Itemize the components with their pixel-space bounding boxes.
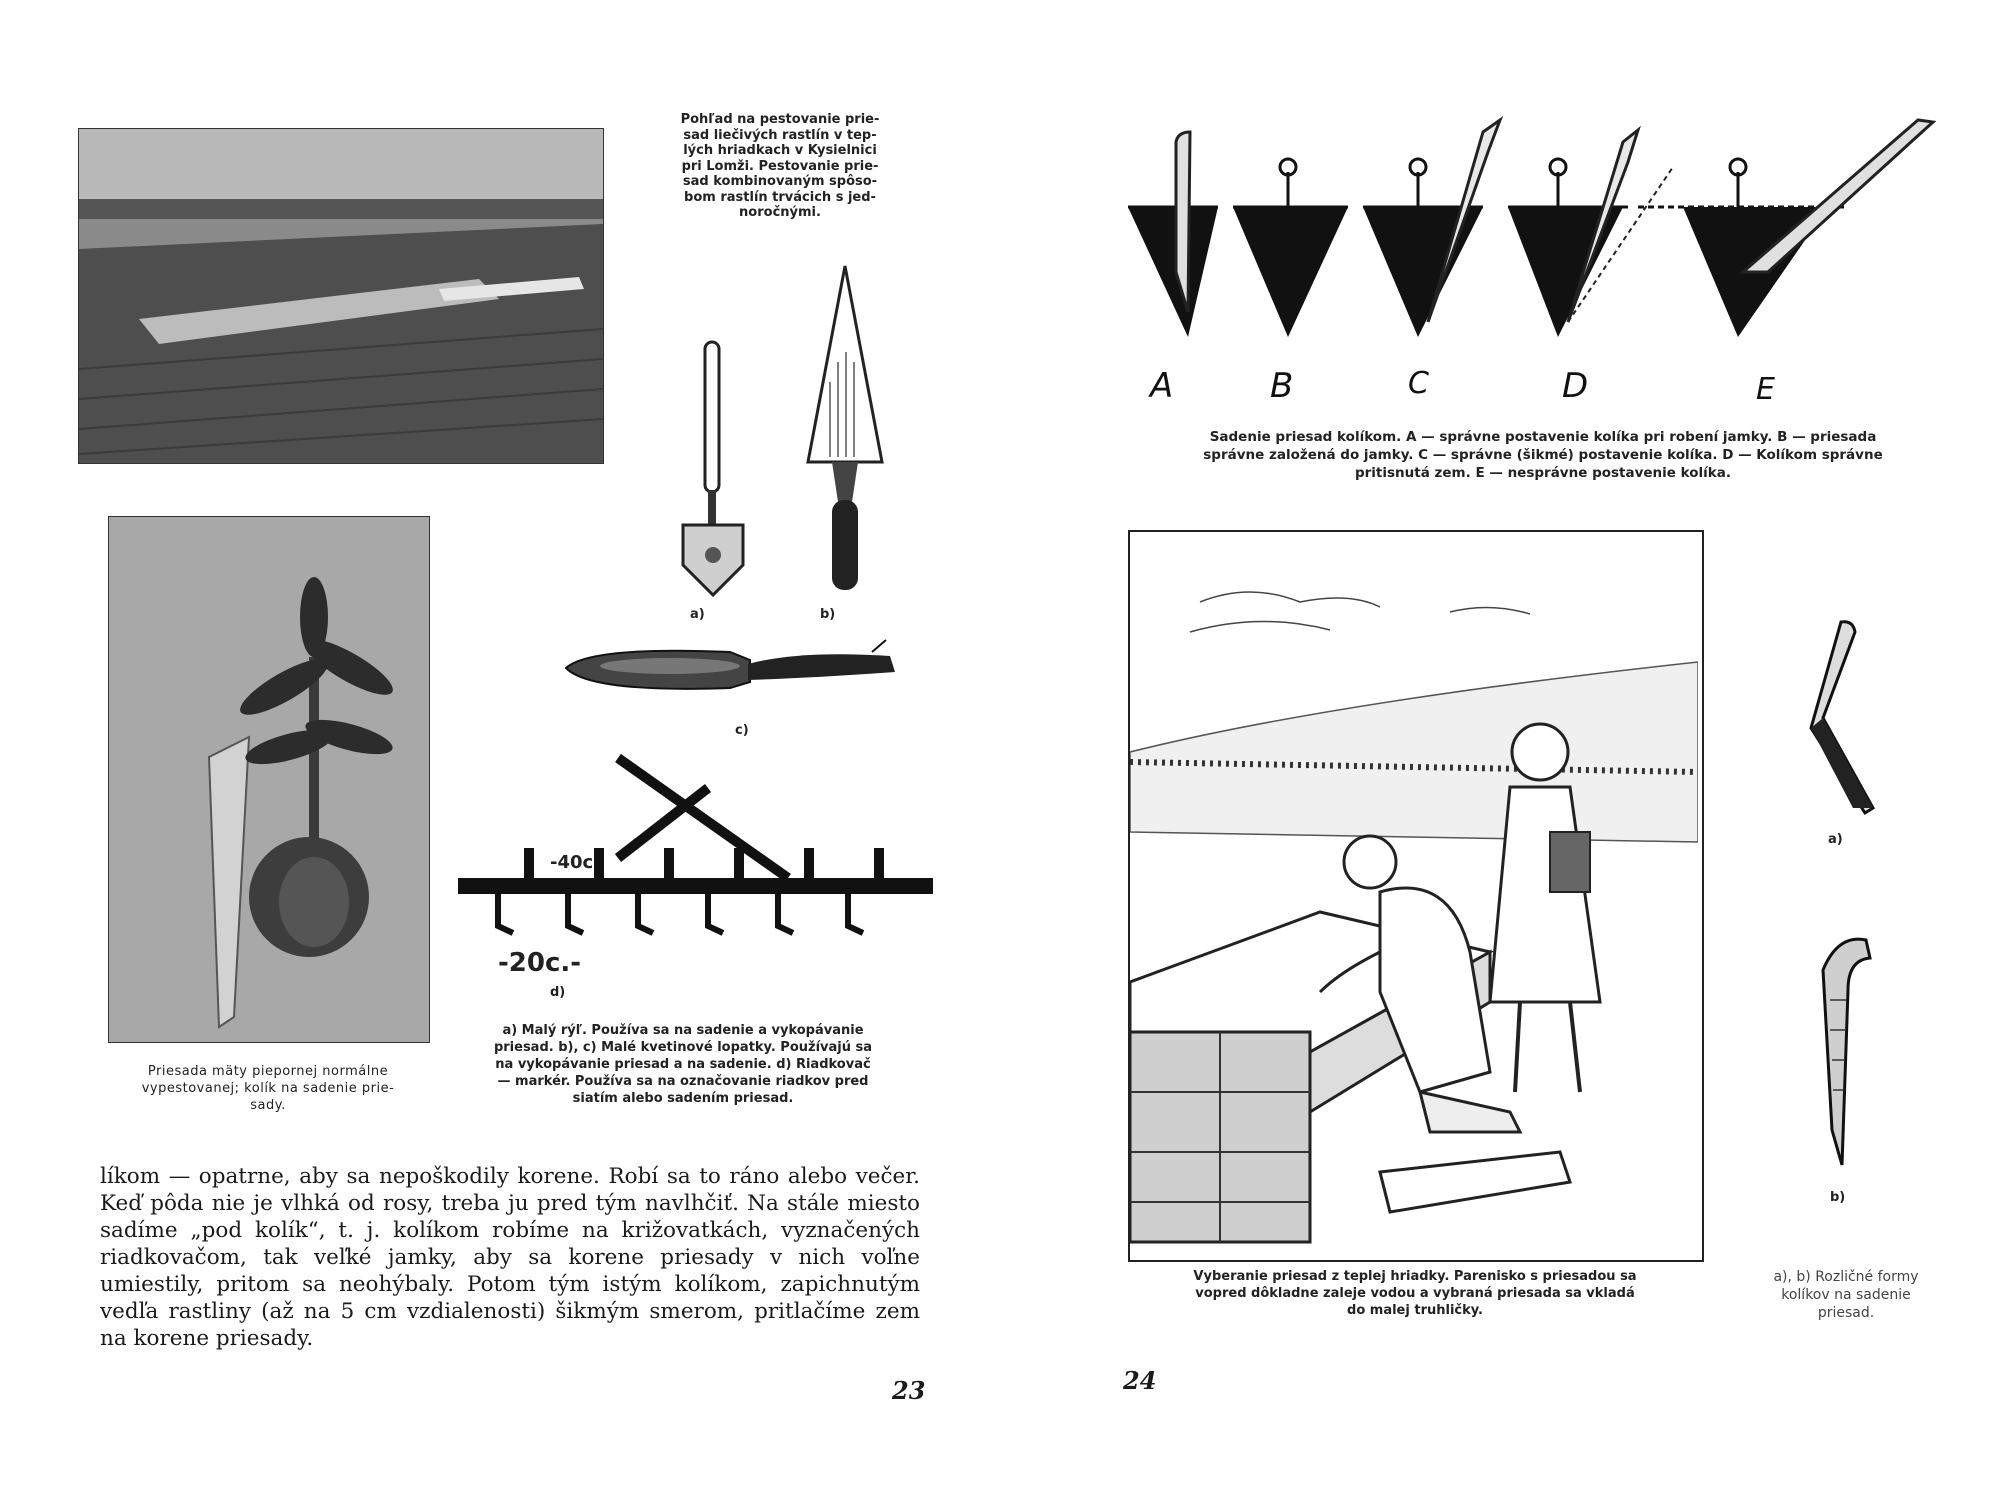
planting-caption: Sadenie priesad kolíkom. A — správne postavenie kolíka pri robení jamky. B — priesada správne založená do jamky. C — správne (šikmé) postavenie kolíka. D — Kolíkom správne pritisnutá zem. E — nesprávne postavenie kolíka. (1203, 429, 1883, 481)
label-c: c) (735, 723, 749, 738)
dibber-b (1808, 930, 1878, 1170)
left-page (0, 0, 1000, 1500)
body-paragraph: líkom — opatrne, aby sa nepoškodily korene. Robí sa to ráno alebo večer. Keď pôda nie je vlhká od rosy, treba ju pred tým navlhčiť. Na stále miesto sadíme „pod kolík“, t. j. kolíkom robíme na križovatkách, vyznačených riadkovačom, tak veľké jamky, aby sa korene priesady v nich voľne umiestily, pritom sa neohýbaly. Potom tým istým kolíkom, zapichnutým vedľa rastliny (až na 5 cm vzdialenosti) šikmým smerom, pritlačíme zem na korene priesady. (100, 1164, 920, 1351)
body-text (100, 1163, 920, 1352)
marker-top-measure: -40c (550, 852, 594, 873)
dibber-label-a: a) (1828, 832, 1843, 847)
row-marker (458, 748, 938, 948)
tools-caption: a) Malý rýľ. Používa sa na sadenie a vykopávanie priesad. b), c) Malé kvetinové lopatky. Používajú sa na vykopávanie priesad a na sadenie. d) Riadkovač — markér. Používa sa na označovanie riadkov pred siatím alebo sadením priesad. (493, 1023, 873, 1106)
diagram-letter-b: B (1270, 366, 1294, 406)
page-number-right: 24 (1123, 1366, 1157, 1395)
greenhouse-photo (78, 128, 604, 464)
right-page (1008, 0, 2016, 1500)
label-a: a) (690, 607, 705, 622)
dibber-a (1793, 618, 1883, 818)
dibbers-caption: a), b) Rozličné formy kolíkov na sadenie priesad. (1773, 1269, 1919, 1321)
diagram-letter-a: A (1150, 366, 1174, 406)
mint-caption: Priesada mäty piepornej normálne vypestovanej; kolík na sadenie prie- sady. (141, 1064, 395, 1113)
dibber-diagram (1128, 112, 1958, 372)
diagram-letter-c: C (1408, 366, 1429, 401)
mint-seedling-photo (108, 516, 430, 1043)
trowel-tool (790, 262, 900, 597)
drawing-women-seedlings (1128, 530, 1704, 1262)
scoop-tool (560, 638, 900, 698)
greenhouse-caption: Pohľad na pestovanie prie- sad liečivých rastlín v tep- lých hriadkach v Kysielnici pri Lomži. Pestovanie prie- sad kombinovaným spôso- bom rastlín trvácich s jed- noročnými. (680, 112, 880, 220)
page-number-left: 23 (892, 1376, 926, 1405)
label-b: b) (820, 607, 836, 622)
label-d: d) (550, 985, 566, 1000)
dibber-label-b: b) (1830, 1190, 1846, 1205)
diagram-letter-e: E (1756, 372, 1775, 407)
illustration-caption: Vyberanie priesad z teplej hriadky. Parenisko s priesadou sa vopred dôkladne zaleje vodou a vybraná priesada sa vkladá do malej truhličky. (1193, 1269, 1637, 1318)
diagram-letter-d: D (1562, 366, 1589, 406)
spade-tool (668, 340, 758, 600)
marker-bottom-measure: -20c.- (498, 948, 582, 978)
